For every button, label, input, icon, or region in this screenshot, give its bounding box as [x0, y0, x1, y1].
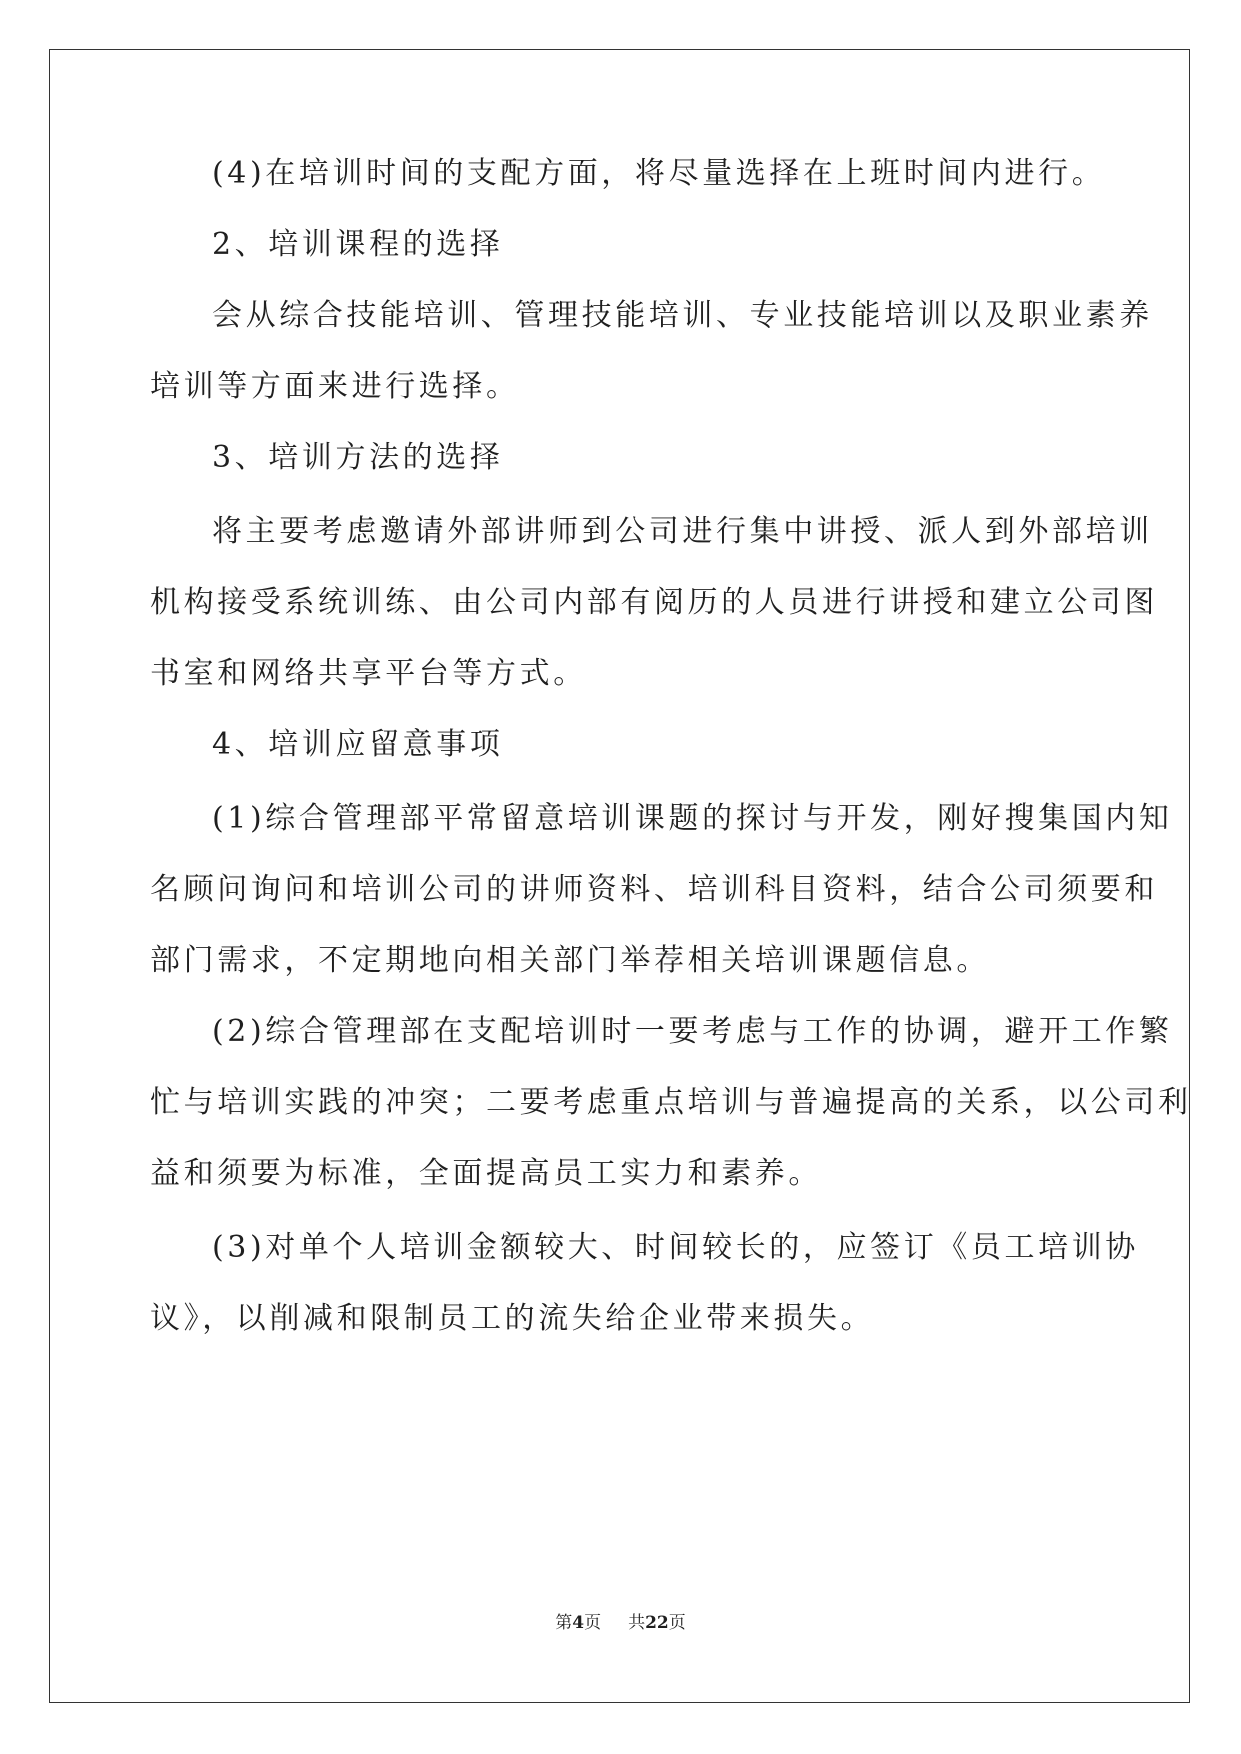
- paragraph-line: (2)综合管理部在支配培训时一要考虑与工作的协调，避开工作繁: [212, 1014, 1173, 1049]
- current-page-number: 4: [572, 1613, 585, 1633]
- paragraph-line: 培训等方面来进行选择。: [150, 369, 520, 404]
- paragraph-line: 益和须要为标准，全面提高员工实力和素养。: [150, 1156, 822, 1191]
- page-footer: [0, 1612, 1241, 1634]
- paragraph-line: 部门需求，不定期地向相关部门举荐相关培训课题信息。: [150, 943, 990, 978]
- paragraph-line: 名顾问询问和培训公司的讲师资料、培训科目资料，结合公司须要和: [150, 872, 1158, 907]
- paragraph-line: 将主要考虑邀请外部讲师到公司进行集中讲授、派人到外部培训: [212, 514, 1153, 549]
- total-pages-label: 共22页: [628, 1613, 686, 1633]
- paragraph-line: 议》，以削减和限制员工的流失给企业带来损失。: [150, 1301, 875, 1336]
- paragraph-line: 会从综合技能培训、管理技能培训、专业技能培训以及职业素养: [212, 298, 1153, 333]
- section-heading: 2、培训课程的选择: [212, 227, 504, 262]
- page-number-label: 第4页: [555, 1613, 602, 1633]
- section-heading: 3、培训方法的选择: [212, 440, 504, 475]
- paragraph-line: (1)综合管理部平常留意培训课题的探讨与开发，刚好搜集国内知: [212, 801, 1173, 836]
- paragraph-line: (4)在培训时间的支配方面，将尽量选择在上班时间内进行。: [212, 156, 1106, 191]
- total-page-number: 22: [645, 1613, 669, 1633]
- paragraph-line: 书室和网络共享平台等方式。: [150, 656, 587, 691]
- paragraph-line: 忙与培训实践的冲突；二要考虑重点培训与普遍提高的关系，以公司利: [150, 1085, 1192, 1120]
- paragraph-line: 机构接受系统训练、由公司内部有阅历的人员进行讲授和建立公司图: [150, 585, 1158, 620]
- section-heading: 4、培训应留意事项: [212, 727, 504, 762]
- paragraph-line: (3)对单个人培训金额较大、时间较长的，应签订《员工培训协: [212, 1230, 1139, 1265]
